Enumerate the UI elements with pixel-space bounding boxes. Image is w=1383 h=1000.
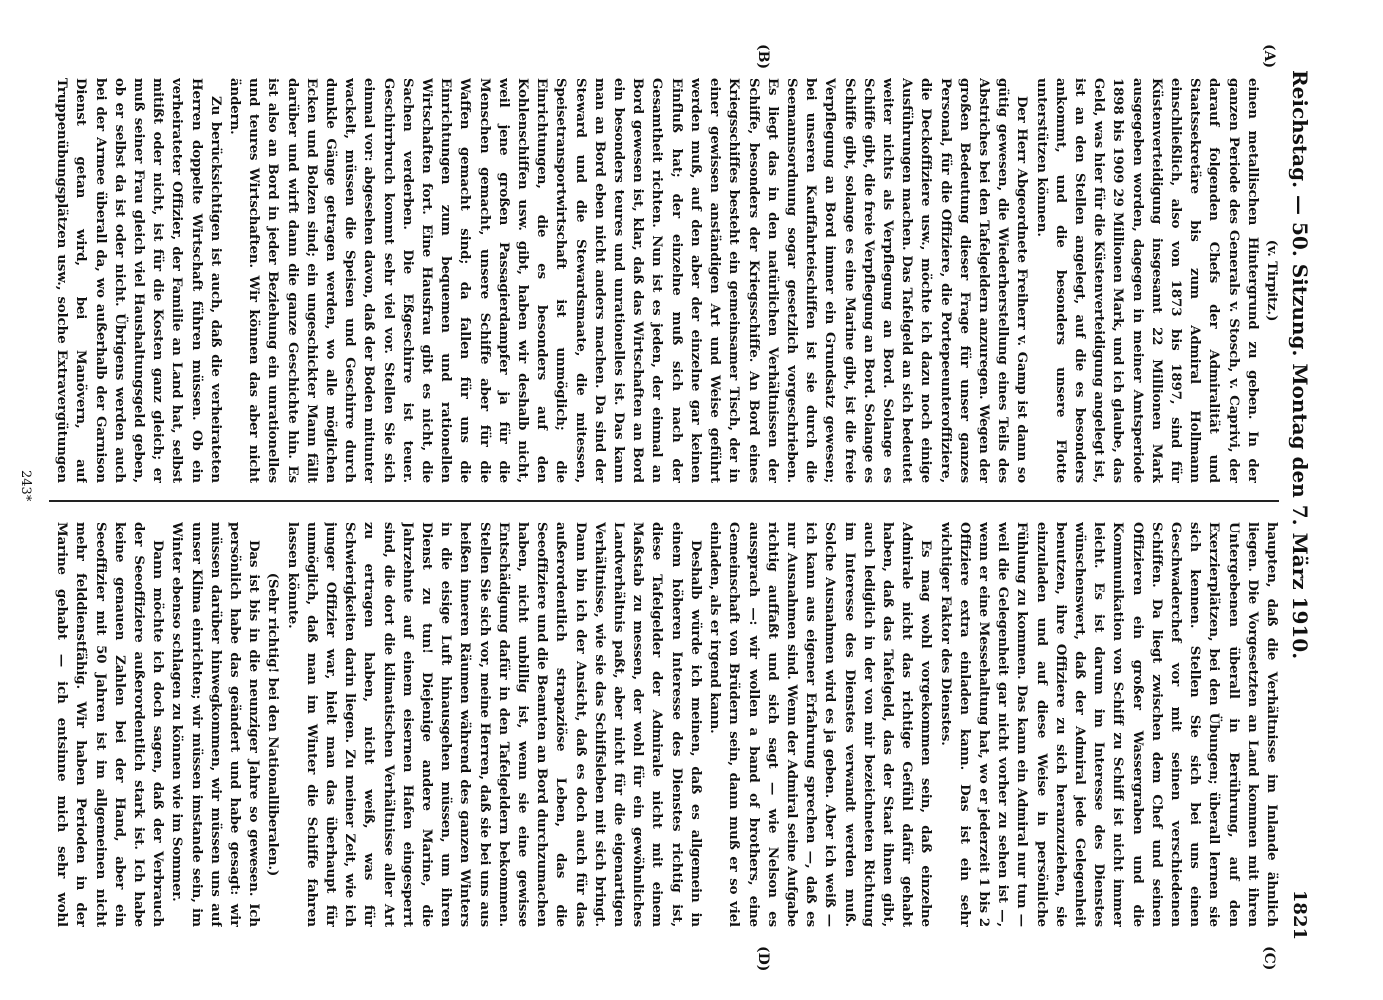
header-title: Reichstag. — 50. Sitzung. Montag den 7. März 1910.: [1288, 70, 1312, 660]
left-column: [51, 78, 1281, 483]
right-column: [51, 522, 1281, 927]
margin-marker-d: (D): [755, 946, 771, 972]
margin-marker-b: (B): [755, 44, 771, 70]
page-number: 1821: [1289, 889, 1311, 940]
sheet-signature: 243*: [18, 470, 33, 502]
paragraph: Das ist bis in die neunziger Jahre so gewesen. Ich persönlich habe das geändert und habe gesagt: wir müssen darüber hinwegkommen, wir müssen uns auf unser Klima einrichten; wir müssen imstande sein, im Winter ebenso schlagen zu können wie im Sommer.: [169, 522, 262, 927]
margin-marker-c: (C): [1261, 946, 1277, 971]
paragraph: Deshalb würde ich meinen, daß es allgemein in einem höheren Interesse des Dienstes richtig ist, diese Tafelgelder der Admirale nicht mit einem Maßstab zu messen, der wohl für ein gewöhnliches Landverhältnis paßt, aber nicht für die eigenartigen Verhältnisse, wie sie das Schiffsleben mit sich bringt. Dann bin ich der Ansicht, daß es doch auch für das außerordentlich strapaziöse Leben, das die Seeoffiziere und die Beamten an Bord durchzumachen haben, nicht unbillig ist, wenn sie eine gewisse Entschädigung dafür in den Tafelgeldern bekommen. Stellen Sie sich vor, meine Herren, daß sie bei uns aus heißen inneren Räumen während des ganzen Winters in die eisige Luft hinausgehen müssen, um ihren Dienst zu tun! Diejenige andere Marine, die Jahrzehnte auf einem eisernen Hafen eingesperrt sind, die dort die klimatischen Verhältnisse aller Art zu ertragen haben, nicht weiß, was für Schwierigkeiten darin liegen. Zu meiner Zeit, wie ich junger Offizier war, hielt man das überhaupt für unmöglich, daß man im Winter die Schiffe fahren lassen könnte.: [284, 522, 703, 927]
paragraph: einen metallischen Hintergrund zu geben. In der ganzen Periode des Generals v. Stosch, v. Caprivi, der darauf folgenden Chefs der Admiralität und Staatssekretäre bis zum Admiral Hollmann einschließlich, also von 1873 bis 1897, sind für Küstenverteidigung insgesamt 22 Millionen Mark ausgegeben worden, dagegen in meiner Amtsperiode 1898 bis 1909 29 Millionen Mark, und ich glaube, das Geld, was hier für die Küstenverteidigung angelegt ist, ist an den Stellen angelegt, auf die es besonders ankommt, und die besonders unsere Flotte unterstützen können.: [1033, 78, 1260, 483]
paragraph: Es mag wohl vorgekommen sein, daß einzelne Admirale nicht das richtige Gefühl dafür gehabt haben, daß das Tafelgeld, das der Staat ihnen gibt, auch lediglich in der von mir bezeichneten Richtung im Interesse des Dienstes verwandt werden muß. Solche Ausnahmen wird es ja geben. Aber ich weiß — ich kann aus eigener Erfahrung sprechen —, daß es nur Ausnahmen sind. Wenn der Admiral seine Aufgabe richtig auffaßt und sich sagt — wie Nelson es aussprach —: wir wollen a band of brothers, eine Gemeinschaft von Brüdern sein, dann muß er so viel einladen, als er irgend kann.: [707, 522, 934, 927]
paragraph: Der Herr Abgeordnete Freiherr v. Gamp ist dann so gütig gewesen, die Wiederherstellung eines Teils des Abstriches bei den Tafelgeldern anzuregen. Wegen der großen Bedeutung dieser Frage für unser ganzes Personal, für die Offiziere, die Portepeeunteroffiziere, die Deckoffiziere usw., möchte ich dazu noch einige Ausführungen machen. Das Tafelgeld an sich bedeutet weiter nichts als Verpflegung an Bord. Solange es Schiffe gibt, die freie Verpflegung an Bord. Solange es Schiffe gibt, solange es eine Marine gibt, ist die freie Verpflegung an Bord immer ein Grundsatz gewesen; bei unseren Kauffahrteischiffen ist sie durch die Seemannsordnung sogar gesetzlich vorgeschrieben. Es liegt das in den natürlichen Verhältnissen der Schiffe, besonders der Kriegsschiffe. An Bord eines Kriegsschiffes besteht ein gemeinsamer Tisch, der in einer gewissen anständigen Art und Weise geführt werden muß, auf den aber der einzelne gar keinen Einfluß hat; der einzelne muß sich nach der Gesamtheit richten. Nun ist es jeden, der einmal an Bord gewesen ist, klar, daß das Wirtschaften an Bord ein besonders teures und unrationelles ist. Das kann man an Bord eben nicht anders machen. Da sind der Steward und die Stewardsmaate, die mitessen, Speisetransportwirtschaft ist unmöglich; die Einrichtungen, die es besonders auf den Kohlenschiffen usw. gibt, haben wir deshalb nicht, weil jene großen Passagierdampfer ja für die Menschen gemacht, unsere Schiffe aber für die Waffen gemacht sind; da fallen für uns die Einrichtungen zum bequemen und rationellen Wirtschaften fort. Eine Hausfrau gibt es nicht, die Sachen verderben. Die Eßgeschirre ist teuer. Geschirrbruch kommt sehr viel vor. Stellen Sie sich einmal vor: abgesehen davon, daß der Boden mitunter wackelt, müssen die Speisen und Geschirre durch dunkle Gänge getragen werden, wo alle möglichen Ecken und Bolzen sind; ein ungeschickter Mann fällt darüber und wirft dann die ganze Geschichte hin. Es ist also an Bord in jeder Beziehung ein unrationelles und teures Wirtschaften. Wir können das aber nicht ändern.: [227, 78, 1030, 483]
paragraph: Dann möchte ich doch sagen, daß der Verbrauch der Seeoffiziere außerordentlich stark ist. Ich habe keine genauen Zahlen bei der Hand, aber ein Seeoffizier mit 50 Jahren ist im allgemeinen nicht mehr felddienstfähig. Wir haben Perioden in der Marine gehabt — ich entsinne mich sehr wohl: [54, 522, 166, 927]
interjection: (Sehr richtig! bei den Nationalliberalen.): [265, 572, 281, 877]
column-divider: [49, 500, 1279, 502]
margin-marker-a: (A): [1261, 44, 1277, 69]
paragraph: Zu berücksichtigen ist auch, daß die verheirateten Herren doppelte Wirtschaft führen müssen. Ob ein verheirateter Offizier, der Familie an Land hat, selbst mitißt oder nicht, ist für die Kosten ganz gleich; er muß seiner Frau gleich viel Haushaltungsgeld geben, ob er selbst da ist oder nicht. Übrigens werden auch bei der Armee überall da, wo außerhalb der Garnison Dienst getan wird, bei Manövern, auf Truppenübungsplätzen usw., solche Extravergütungen: [54, 78, 223, 483]
speaker-label: (v. Tirpitz.): [1264, 239, 1279, 322]
paragraph: haupten, daß die Verhältnisse im Inlande ähnlich liegen. Die Vorgesetzten an Land kommen mit ihren Untergebenen überall in Berührung, auf den Exerzierplätzen, bei den Übungen; überall lernen sie sich kennen. Stellen Sie sich bei uns einen Geschwaderchef vor mit seinen verschiedenen Schiffen. Da liegt zwischen dem Chef und seinen Offizieren ein großer Wassergraben und die Kommunikation von Schiff zu Schiff ist nicht immer leicht. Es ist darum im Interesse des Dienstes wünschenswert, daß der Admiral jede Gelegenheit benutzen, ihre Offiziere zu sich heranzuziehen, sie einzuladen und auf diese Weise in persönliche Fühlung zu kommen. Das kann ein Admiral nur tun — weil die Gelegenheit gar nicht vorher zu sehen ist —, wenn er eine Messehaltung hat, wo er jederzeit 1 bis 2 Offiziere extra einladen kann. Das ist ein sehr wichtiger Faktor des Dienstes.: [937, 522, 1279, 927]
page-header: [1285, 70, 1315, 940]
